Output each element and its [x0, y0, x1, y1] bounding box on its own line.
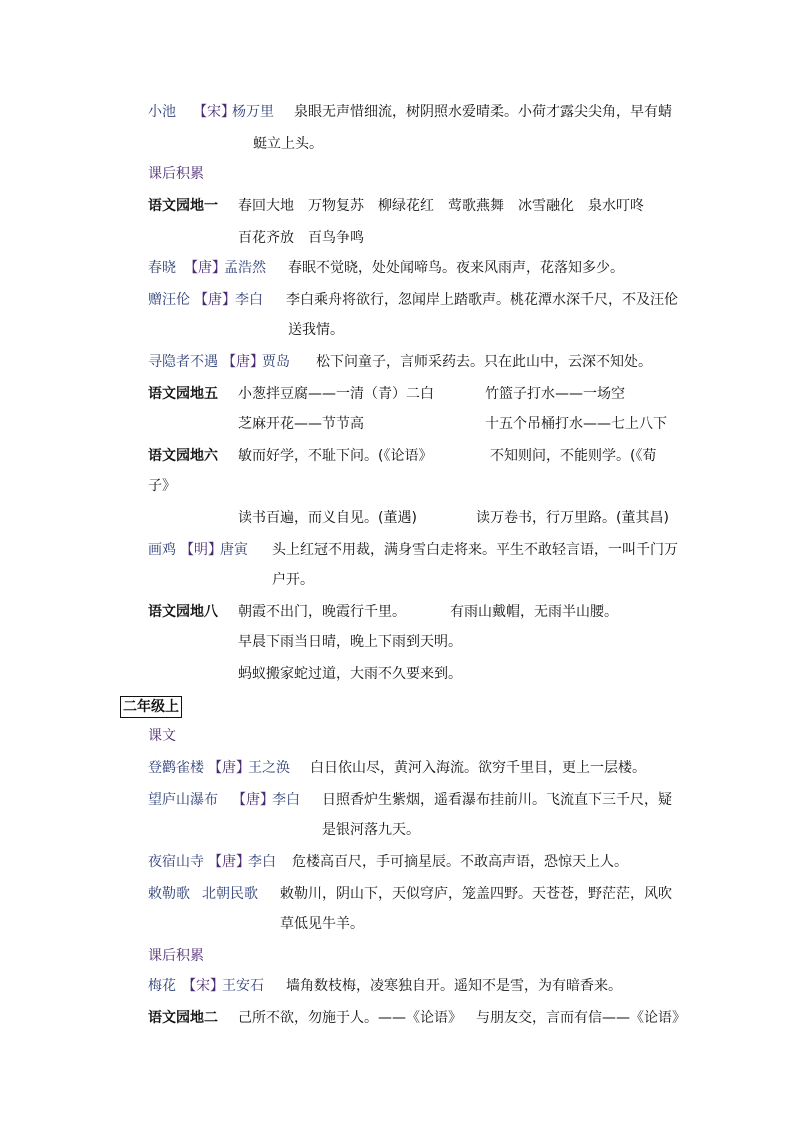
poem-title: 画鸡	[148, 542, 176, 558]
xiehouyu-text: 芝麻开花——节节高	[238, 416, 364, 432]
poem-author: 李白	[272, 792, 300, 808]
poem-title: 梅花	[148, 978, 176, 994]
quote-text: 与朋友交，言而有信——《论语》	[476, 1010, 686, 1026]
poem-text: 危楼高百尺，手可摘星辰。不敢高声语，恐惊天上人。	[292, 854, 628, 870]
dynasty-tag: 【唐】	[208, 854, 250, 870]
poem-title: 敕勒歌	[148, 886, 190, 902]
poem-author: 杨万里	[232, 104, 274, 120]
poem-text-cont: 草低见牛羊。	[280, 916, 364, 932]
poem-title: 登鹳雀楼	[148, 760, 204, 776]
poem-author: 孟浩然	[224, 260, 266, 276]
poem-text: 墙角数枝梅，凌寒独自开。遥知不是雪，为有暗香来。	[286, 978, 622, 994]
garden-label: 语文园地六	[148, 448, 218, 464]
dynasty-tag: 【唐】	[184, 260, 226, 276]
poem-text-cont: 户开。	[272, 572, 314, 588]
garden-label: 语文园地一	[148, 198, 218, 214]
poem-title: 赠汪伦	[148, 292, 190, 308]
poem-author: 王之涣	[248, 760, 290, 776]
poem-text: 头上红冠不用裁，满身雪白走将来。平生不敢轻言语，一叫千门万	[272, 542, 678, 558]
section-label: 课后积累	[148, 166, 204, 182]
quote-text-cont: 子》	[148, 478, 176, 494]
poem-title: 小池	[148, 104, 176, 120]
proverb-text: 蚂蚁搬家蛇过道，大雨不久要来到。	[238, 666, 462, 682]
dynasty-tag: 【宋】	[193, 104, 235, 120]
poem-title: 寻隐者不遇	[148, 354, 218, 370]
poem-text: 春眠不觉晓，处处闻啼鸟。夜来风雨声，花落知多少。	[288, 260, 624, 276]
poem-author: 王安石	[222, 978, 264, 994]
poem-text: 敕勒川，阴山下，天似穹庐，笼盖四野。天苍苍，野茫茫，风吹	[280, 886, 672, 902]
proverb-text: 朝霞不出门，晚霞行千里。	[238, 604, 406, 620]
dynasty-tag: 北朝民歌	[202, 886, 258, 902]
poem-author: 李白	[235, 292, 263, 308]
poem-text: 日照香炉生紫烟，遥看瀑布挂前川。飞流直下三千尺，疑	[322, 792, 672, 808]
poem-text-cont: 是银河落九天。	[322, 822, 420, 838]
poem-title: 望庐山瀑布	[148, 792, 218, 808]
garden-text: 春回大地 万物复苏 柳绿花红 莺歌燕舞 冰雪融化 泉水叮咚	[238, 198, 644, 214]
poem-text: 李白乘舟将欲行，忽闻岸上踏歌声。桃花潭水深千尺，不及汪伦	[286, 292, 678, 308]
poem-text-cont: 送我情。	[288, 322, 344, 338]
quote-text: 不知则问，不能则学。(《荀	[490, 448, 657, 464]
section-label: 课后积累	[148, 948, 204, 964]
garden-label: 语文园地二	[148, 1010, 218, 1026]
proverb-text: 早晨下雨当日晴，晚上下雨到天明。	[238, 634, 462, 650]
dynasty-tag: 【明】	[180, 542, 222, 558]
dynasty-tag: 【唐】	[194, 292, 236, 308]
poem-text: 松下问童子，言师采药去。只在此山中，云深不知处。	[316, 354, 652, 370]
poem-author: 唐寅	[220, 542, 248, 558]
xiehouyu-text: 小葱拌豆腐——一清（青）二白	[238, 386, 434, 402]
dynasty-tag: 【唐】	[208, 760, 250, 776]
section-label: 课文	[148, 728, 176, 744]
garden-text-cont: 百花齐放 百鸟争鸣	[238, 230, 364, 246]
quote-text: 读书百遍，而义自见。(董遇)	[238, 510, 417, 526]
dynasty-tag: 【唐】	[232, 792, 274, 808]
poem-author: 李白	[248, 854, 276, 870]
grade-heading: 二年级上	[120, 696, 182, 718]
poem-title: 夜宿山寺	[148, 854, 204, 870]
poem-author: 贾岛	[262, 354, 290, 370]
poem-text-cont: 蜓立上头。	[253, 136, 323, 152]
dynasty-tag: 【宋】	[182, 978, 224, 994]
quote-text: 敏而好学，不耻下问。(《论语》	[238, 448, 433, 464]
poem-text: 白日依山尽，黄河入海流。欲穷千里目，更上一层楼。	[310, 760, 646, 776]
quote-text: 读万卷书，行万里路。(董其昌)	[476, 510, 669, 526]
xiehouyu-text: 竹篮子打水——一场空	[485, 386, 625, 402]
quote-text: 己所不欲，勿施于人。——《论语》	[238, 1010, 462, 1026]
poem-text: 泉眼无声惜细流，树阴照水爱晴柔。小荷才露尖尖角，早有蜻	[294, 104, 672, 120]
garden-label: 语文园地五	[148, 386, 218, 402]
garden-label: 语文园地八	[148, 604, 218, 620]
dynasty-tag: 【唐】	[222, 354, 264, 370]
proverb-text: 有雨山戴帽，无雨半山腰。	[450, 604, 618, 620]
xiehouyu-text: 十五个吊桶打水——七上八下	[485, 416, 667, 432]
poem-title: 春晓	[148, 260, 176, 276]
